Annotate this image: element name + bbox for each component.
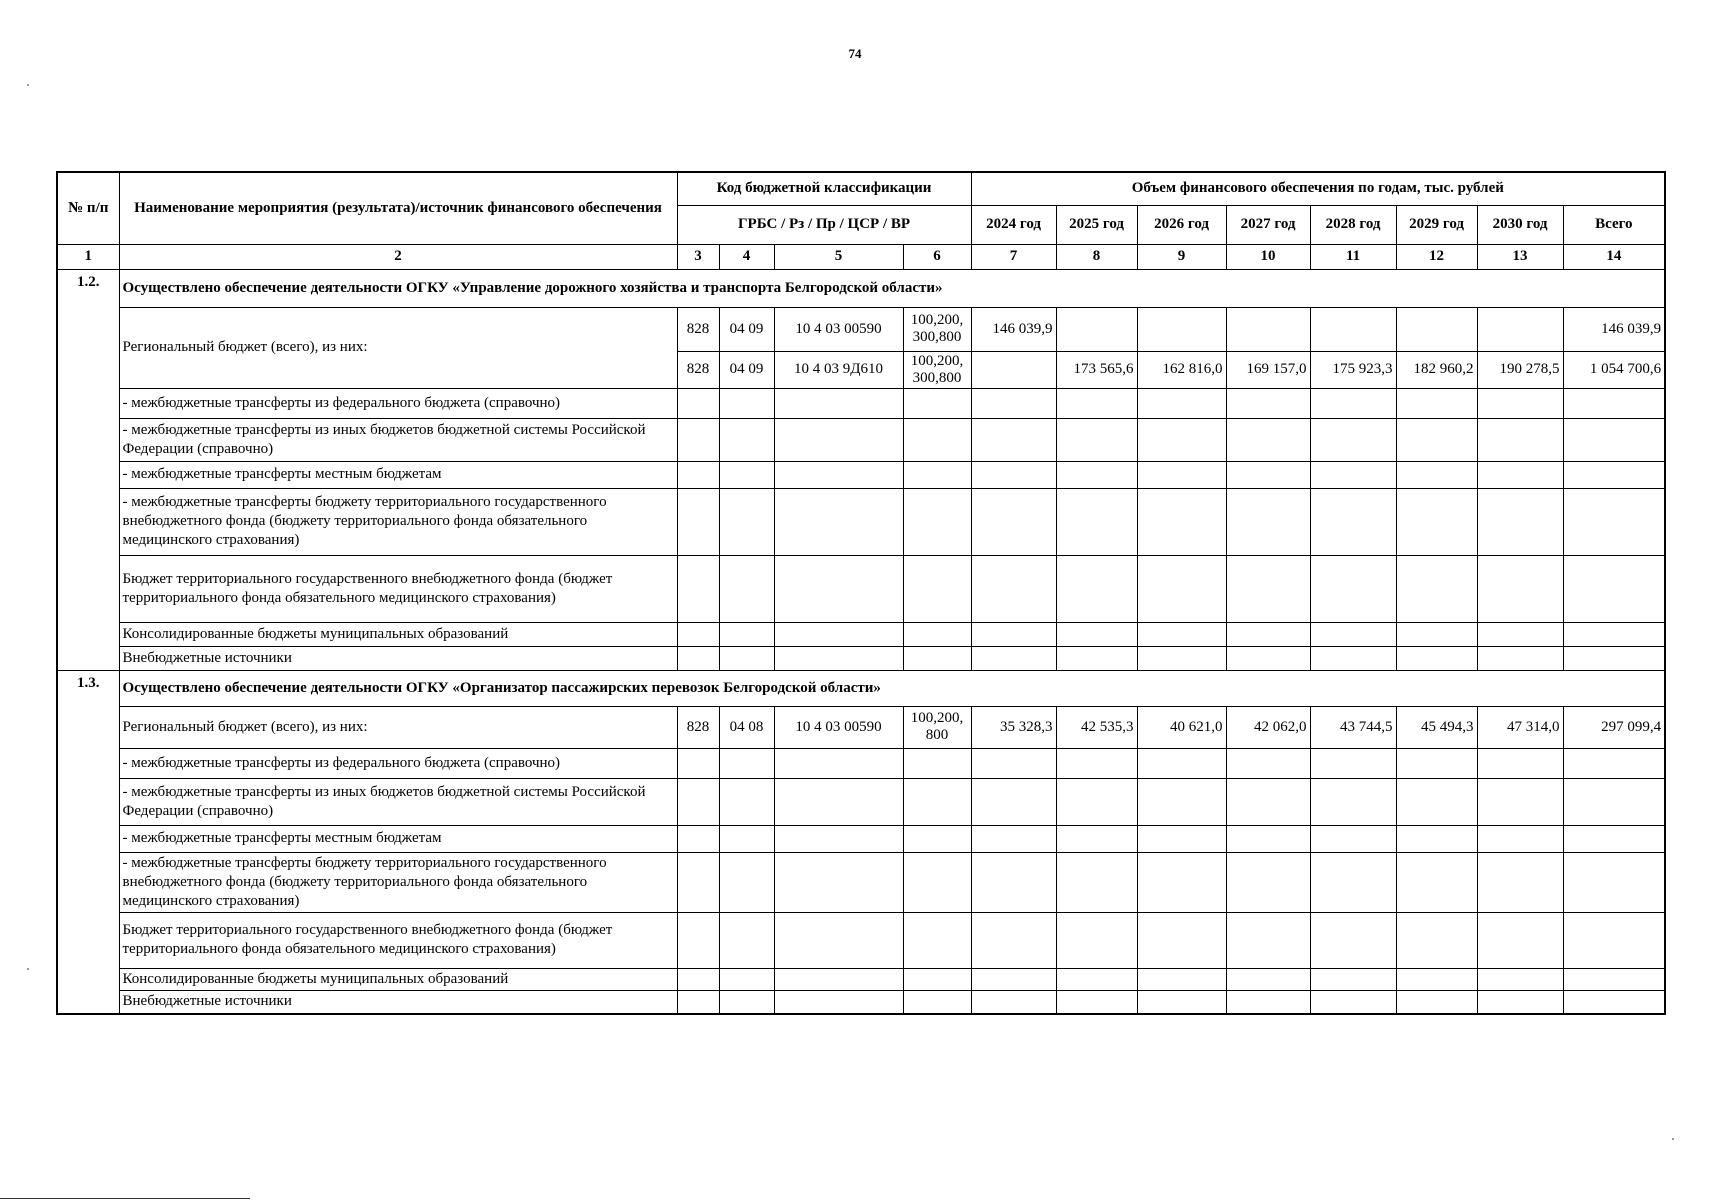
empty-cell: [903, 912, 971, 968]
empty-cell: [1477, 912, 1563, 968]
empty-cell: [1477, 388, 1563, 418]
table-row: [57, 990, 1665, 1014]
empty-cell: [1056, 912, 1137, 968]
amount-cell: 35 328,3: [971, 706, 1056, 748]
header-code: Код бюджетной классификации: [677, 172, 971, 205]
empty-cell: [719, 852, 774, 912]
table-row: [57, 912, 1665, 968]
empty-cell: [971, 488, 1056, 555]
header-year: 2024 год: [971, 205, 1056, 244]
vr-code: 100,200, 800: [903, 706, 971, 748]
empty-cell: [903, 825, 971, 852]
empty-cell: [1056, 825, 1137, 852]
amount-cell: 43 744,5: [1310, 706, 1396, 748]
empty-cell: [1310, 990, 1396, 1014]
empty-cell: [1226, 825, 1310, 852]
funding-source-label: - межбюджетные трансферты бюджету территориального государственного внебюджетного фонда (бюджету территориального фонда обязательного медицинского страхования): [119, 852, 677, 912]
amount-cell: [1056, 307, 1137, 351]
section-number: 1.3.: [57, 670, 119, 1014]
table-row: [57, 778, 1665, 825]
empty-cell: [774, 748, 903, 778]
empty-cell: [1056, 555, 1137, 622]
table-row: [57, 307, 1665, 351]
empty-cell: [677, 852, 719, 912]
empty-cell: [903, 461, 971, 488]
empty-cell: [1226, 555, 1310, 622]
empty-cell: [1056, 990, 1137, 1014]
empty-cell: [1137, 418, 1226, 461]
column-number: 5: [774, 244, 903, 269]
empty-cell: [1396, 778, 1477, 825]
empty-cell: [1056, 461, 1137, 488]
header-year: Всего: [1563, 205, 1665, 244]
empty-cell: [677, 388, 719, 418]
table-row: [57, 461, 1665, 488]
empty-cell: [1310, 461, 1396, 488]
table-row: [57, 706, 1665, 748]
rz-pr-code: 04 09: [719, 351, 774, 388]
empty-cell: [1226, 488, 1310, 555]
empty-cell: [719, 748, 774, 778]
empty-cell: [1056, 968, 1137, 990]
amount-cell: [1137, 307, 1226, 351]
empty-cell: [1563, 990, 1665, 1014]
page-number: 74: [848, 46, 862, 61]
empty-cell: [971, 825, 1056, 852]
empty-cell: [1056, 418, 1137, 461]
funding-source-label: Консолидированные бюджеты муниципальных образований: [119, 622, 677, 646]
empty-cell: [1137, 748, 1226, 778]
empty-cell: [1310, 388, 1396, 418]
column-number: 8: [1056, 244, 1137, 269]
vr-code: 100,200, 300,800: [903, 307, 971, 351]
column-number: 10: [1226, 244, 1310, 269]
empty-cell: [774, 912, 903, 968]
empty-cell: [971, 748, 1056, 778]
funding-source-label: - межбюджетные трансферты из федерального бюджета (справочно): [119, 388, 677, 418]
amount-cell: 173 565,6: [1056, 351, 1137, 388]
header-year: 2029 год: [1396, 205, 1477, 244]
grbs-code: 828: [677, 706, 719, 748]
empty-cell: [1056, 646, 1137, 670]
amount-cell: 190 278,5: [1477, 351, 1563, 388]
funding-source-label: Консолидированные бюджеты муниципальных образований: [119, 968, 677, 990]
empty-cell: [1137, 990, 1226, 1014]
empty-cell: [719, 418, 774, 461]
funding-source-label: Бюджет территориального государственного внебюджетного фонда (бюджет территориального фонда обязательного медицинского страхования): [119, 912, 677, 968]
empty-cell: [1137, 778, 1226, 825]
amount-cell: 42 062,0: [1226, 706, 1310, 748]
empty-cell: [1396, 418, 1477, 461]
table-row: [57, 748, 1665, 778]
empty-cell: [1477, 825, 1563, 852]
amount-cell: 40 621,0: [1137, 706, 1226, 748]
empty-cell: [1056, 748, 1137, 778]
amount-cell: [1396, 307, 1477, 351]
empty-cell: [1396, 388, 1477, 418]
empty-cell: [677, 461, 719, 488]
empty-cell: [1563, 646, 1665, 670]
empty-cell: [1396, 852, 1477, 912]
empty-cell: [1226, 852, 1310, 912]
empty-cell: [1563, 418, 1665, 461]
empty-cell: [1396, 748, 1477, 778]
empty-cell: [677, 748, 719, 778]
empty-cell: [1396, 555, 1477, 622]
empty-cell: [1137, 912, 1226, 968]
table-row: [57, 968, 1665, 990]
empty-cell: [677, 488, 719, 555]
empty-cell: [719, 825, 774, 852]
empty-cell: [1477, 646, 1563, 670]
empty-cell: [677, 990, 719, 1014]
empty-cell: [1310, 418, 1396, 461]
empty-cell: [1477, 778, 1563, 825]
empty-cell: [1310, 748, 1396, 778]
empty-cell: [971, 646, 1056, 670]
table-row: [57, 852, 1665, 912]
empty-cell: [1563, 778, 1665, 825]
empty-cell: [1137, 488, 1226, 555]
column-number: 1: [57, 244, 119, 269]
empty-cell: [1396, 825, 1477, 852]
empty-cell: [1226, 748, 1310, 778]
empty-cell: [903, 646, 971, 670]
funding-source-label: - межбюджетные трансферты из иных бюджетов бюджетной системы Российской Федерации (справочно): [119, 418, 677, 461]
empty-cell: [971, 388, 1056, 418]
amount-cell: [1310, 307, 1396, 351]
empty-cell: [1396, 622, 1477, 646]
table-row: [57, 418, 1665, 461]
header-year: 2030 год: [1477, 205, 1563, 244]
empty-cell: [1137, 555, 1226, 622]
empty-cell: [1477, 555, 1563, 622]
empty-cell: [719, 912, 774, 968]
empty-cell: [1310, 555, 1396, 622]
section-title: Осуществлено обеспечение деятельности ОГКУ «Организатор пассажирских перевозок Белгородской области»: [119, 670, 1665, 706]
empty-cell: [1563, 555, 1665, 622]
header-year: 2025 год: [1056, 205, 1137, 244]
empty-cell: [1226, 990, 1310, 1014]
empty-cell: [677, 622, 719, 646]
empty-cell: [1310, 852, 1396, 912]
empty-cell: [971, 912, 1056, 968]
table-row: [57, 555, 1665, 622]
empty-cell: [903, 748, 971, 778]
empty-cell: [677, 778, 719, 825]
empty-cell: [1056, 622, 1137, 646]
empty-cell: [903, 852, 971, 912]
empty-cell: [1563, 968, 1665, 990]
amount-cell: [971, 351, 1056, 388]
header-name: Наименование мероприятия (результата)/источник финансового обеспечения: [119, 172, 677, 244]
empty-cell: [1137, 968, 1226, 990]
amount-cell: 182 960,2: [1396, 351, 1477, 388]
empty-cell: [1226, 646, 1310, 670]
empty-cell: [719, 968, 774, 990]
empty-cell: [677, 418, 719, 461]
amount-cell: 146 039,9: [1563, 307, 1665, 351]
funding-source-label: Внебюджетные источники: [119, 990, 677, 1014]
empty-cell: [774, 825, 903, 852]
csr-code: 10 4 03 00590: [774, 307, 903, 351]
empty-cell: [1310, 622, 1396, 646]
header-year: 2028 год: [1310, 205, 1396, 244]
empty-cell: [1563, 852, 1665, 912]
empty-cell: [719, 646, 774, 670]
empty-cell: [677, 646, 719, 670]
amount-cell: 169 157,0: [1226, 351, 1310, 388]
grbs-code: 828: [677, 351, 719, 388]
empty-cell: [1477, 461, 1563, 488]
empty-cell: [774, 461, 903, 488]
scan-mark: [27, 84, 29, 86]
empty-cell: [971, 555, 1056, 622]
empty-cell: [774, 388, 903, 418]
scan-edge-line: [0, 1198, 250, 1199]
empty-cell: [903, 388, 971, 418]
vr-code: 100,200, 300,800: [903, 351, 971, 388]
empty-cell: [774, 622, 903, 646]
amount-cell: [1226, 307, 1310, 351]
empty-cell: [903, 622, 971, 646]
column-number: 14: [1563, 244, 1665, 269]
empty-cell: [1477, 990, 1563, 1014]
amount-cell: 42 535,3: [1056, 706, 1137, 748]
empty-cell: [1137, 852, 1226, 912]
table-row: [57, 488, 1665, 555]
empty-cell: [774, 488, 903, 555]
amount-cell: 1 054 700,6: [1563, 351, 1665, 388]
empty-cell: [903, 488, 971, 555]
empty-cell: [903, 990, 971, 1014]
header-code-sub: ГРБС / Рз / Пр / ЦСР / ВР: [677, 205, 971, 244]
empty-cell: [1310, 488, 1396, 555]
empty-cell: [774, 646, 903, 670]
empty-cell: [1310, 968, 1396, 990]
empty-cell: [719, 990, 774, 1014]
column-number: 3: [677, 244, 719, 269]
empty-cell: [677, 912, 719, 968]
empty-cell: [903, 418, 971, 461]
header-num: № п/п: [57, 172, 119, 244]
amount-cell: 175 923,3: [1310, 351, 1396, 388]
empty-cell: [1137, 646, 1226, 670]
table-row: [57, 646, 1665, 670]
regional-budget-label: Региональный бюджет (всего), из них:: [119, 706, 677, 748]
section-number: 1.2.: [57, 269, 119, 670]
empty-cell: [1396, 990, 1477, 1014]
column-number: 12: [1396, 244, 1477, 269]
empty-cell: [971, 990, 1056, 1014]
empty-cell: [1056, 852, 1137, 912]
column-number: 13: [1477, 244, 1563, 269]
empty-cell: [677, 968, 719, 990]
empty-cell: [903, 555, 971, 622]
empty-cell: [971, 622, 1056, 646]
empty-cell: [1563, 622, 1665, 646]
column-number: 2: [119, 244, 677, 269]
empty-cell: [971, 461, 1056, 488]
empty-cell: [1056, 778, 1137, 825]
empty-cell: [719, 622, 774, 646]
empty-cell: [1563, 488, 1665, 555]
funding-source-label: - межбюджетные трансферты из федерального бюджета (справочно): [119, 748, 677, 778]
empty-cell: [1563, 825, 1665, 852]
empty-cell: [1396, 646, 1477, 670]
empty-cell: [1310, 825, 1396, 852]
empty-cell: [971, 418, 1056, 461]
funding-source-label: - межбюджетные трансферты местным бюджетам: [119, 461, 677, 488]
table-row: [57, 622, 1665, 646]
amount-cell: 297 099,4: [1563, 706, 1665, 748]
empty-cell: [774, 990, 903, 1014]
empty-cell: [1477, 852, 1563, 912]
empty-cell: [774, 778, 903, 825]
empty-cell: [1226, 622, 1310, 646]
empty-cell: [1563, 912, 1665, 968]
funding-source-label: - межбюджетные трансферты местным бюджетам: [119, 825, 677, 852]
empty-cell: [1056, 388, 1137, 418]
empty-cell: [1396, 968, 1477, 990]
column-number: 7: [971, 244, 1056, 269]
empty-cell: [1226, 912, 1310, 968]
empty-cell: [1396, 488, 1477, 555]
amount-cell: 146 039,9: [971, 307, 1056, 351]
empty-cell: [1226, 461, 1310, 488]
header-year: 2026 год: [1137, 205, 1226, 244]
empty-cell: [774, 852, 903, 912]
column-number: 9: [1137, 244, 1226, 269]
empty-cell: [774, 968, 903, 990]
empty-cell: [1226, 968, 1310, 990]
empty-cell: [1137, 388, 1226, 418]
empty-cell: [1056, 488, 1137, 555]
empty-cell: [971, 778, 1056, 825]
amount-cell: 45 494,3: [1396, 706, 1477, 748]
funding-source-label: Бюджет территориального государственного внебюджетного фонда (бюджет территориального фонда обязательного медицинского страхования): [119, 555, 677, 622]
column-number: 6: [903, 244, 971, 269]
empty-cell: [774, 555, 903, 622]
empty-cell: [1226, 388, 1310, 418]
empty-cell: [971, 968, 1056, 990]
table-row: [57, 388, 1665, 418]
empty-cell: [1226, 418, 1310, 461]
empty-cell: [774, 418, 903, 461]
empty-cell: [1310, 912, 1396, 968]
rz-pr-code: 04 08: [719, 706, 774, 748]
table-row: [57, 825, 1665, 852]
regional-budget-label: Региональный бюджет (всего), из них:: [119, 307, 677, 388]
amount-cell: [1477, 307, 1563, 351]
empty-cell: [719, 388, 774, 418]
empty-cell: [1477, 488, 1563, 555]
amount-cell: 47 314,0: [1477, 706, 1563, 748]
scan-mark: [1672, 1138, 1674, 1140]
amount-cell: 162 816,0: [1137, 351, 1226, 388]
empty-cell: [719, 488, 774, 555]
empty-cell: [1396, 912, 1477, 968]
empty-cell: [1563, 748, 1665, 778]
column-number: 4: [719, 244, 774, 269]
empty-cell: [1477, 622, 1563, 646]
scan-mark: [27, 968, 29, 970]
empty-cell: [903, 778, 971, 825]
empty-cell: [719, 461, 774, 488]
empty-cell: [1563, 461, 1665, 488]
rz-pr-code: 04 09: [719, 307, 774, 351]
funding-source-label: - межбюджетные трансферты из иных бюджетов бюджетной системы Российской Федерации (справочно): [119, 778, 677, 825]
empty-cell: [1563, 388, 1665, 418]
budget-table: [56, 171, 1666, 1015]
csr-code: 10 4 03 9Д610: [774, 351, 903, 388]
empty-cell: [719, 778, 774, 825]
empty-cell: [1137, 461, 1226, 488]
empty-cell: [1477, 748, 1563, 778]
empty-cell: [1477, 968, 1563, 990]
empty-cell: [677, 555, 719, 622]
empty-cell: [719, 555, 774, 622]
empty-cell: [971, 852, 1056, 912]
header-volume: Объем финансового обеспечения по годам, тыс. рублей: [971, 172, 1665, 205]
empty-cell: [1310, 646, 1396, 670]
empty-cell: [1137, 825, 1226, 852]
empty-cell: [1396, 461, 1477, 488]
header-year: 2027 год: [1226, 205, 1310, 244]
empty-cell: [1226, 778, 1310, 825]
funding-source-label: - межбюджетные трансферты бюджету территориального государственного внебюджетного фонда (бюджету территориального фонда обязательного медицинского страхования): [119, 488, 677, 555]
grbs-code: 828: [677, 307, 719, 351]
empty-cell: [1477, 418, 1563, 461]
section-title: Осуществлено обеспечение деятельности ОГКУ «Управление дорожного хозяйства и транспорта Белгородской области»: [119, 269, 1665, 307]
empty-cell: [677, 825, 719, 852]
column-number: 11: [1310, 244, 1396, 269]
empty-cell: [1310, 778, 1396, 825]
empty-cell: [903, 968, 971, 990]
funding-source-label: Внебюджетные источники: [119, 646, 677, 670]
empty-cell: [1137, 622, 1226, 646]
csr-code: 10 4 03 00590: [774, 706, 903, 748]
